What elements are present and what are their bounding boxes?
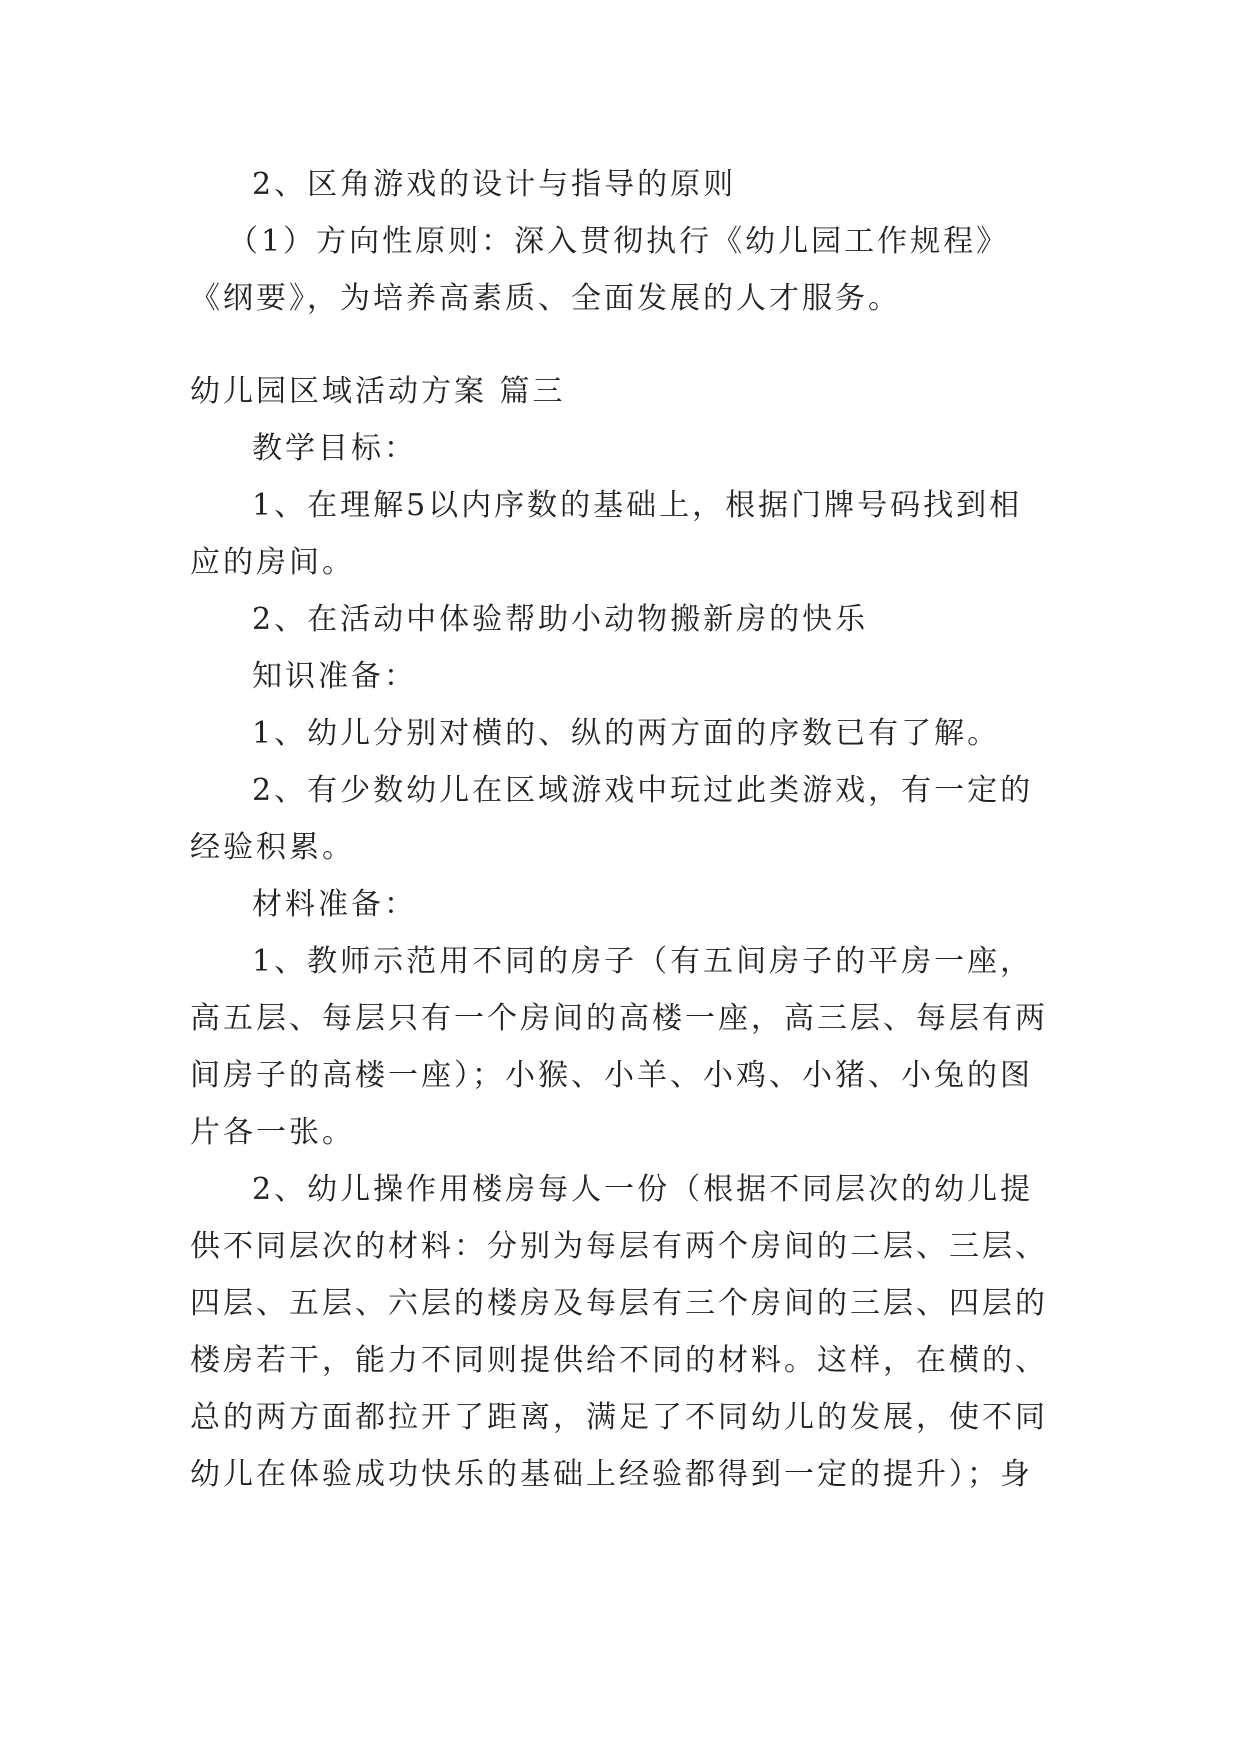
paragraph-line: 2、有少数幼儿在区域游戏中玩过此类游戏，有一定的 [252,773,1034,808]
paragraph-line: 片各一张。 [190,1115,355,1150]
paragraph-line: 应的房间。 [190,545,355,580]
section-heading-principles: 2、区角游戏的设计与指导的原则 [252,167,737,202]
paragraph-line: 楼房若干，能力不同则提供给不同的材料。这样，在横的、 [190,1343,1048,1378]
paragraph-line: （1）方向性原则：深入贯彻执行《幼儿园工作规程》 [228,224,1010,259]
paragraph-line: 高五层、每层只有一个房间的高楼一座，高三层、每层有两 [190,1001,1048,1036]
paragraph-line: 2、幼儿操作用楼房每人一份（根据不同层次的幼儿提 [252,1172,1034,1207]
paragraph-line: 1、在理解5以内序数的基础上，根据门牌号码找到相 [252,488,1023,523]
subheading-teaching-goals: 教学目标： [252,431,417,466]
paragraph-line: 间房子的高楼一座）；小猴、小羊、小鸡、小猪、小兔的图 [190,1058,1033,1093]
paragraph-line: 1、幼儿分别对横的、纵的两方面的序数已有了解。 [252,716,1001,751]
paragraph-line: 幼儿在体验成功快乐的基础上经验都得到一定的提升）；身 [190,1457,1033,1492]
paragraph-line: 2、在活动中体验帮助小动物搬新房的快乐 [252,602,869,637]
paragraph-line: 总的两方面都拉开了距离，满足了不同幼儿的发展，使不同 [190,1400,1048,1435]
paragraph-line: 四层、五层、六层的楼房及每层有三个房间的三层、四层的 [190,1286,1048,1321]
paragraph-line: 《纲要》，为培养高素质、全面发展的人才服务。 [190,281,901,316]
paragraph-line: 经验积累。 [190,830,355,865]
paragraph-line: 供不同层次的材料：分别为每层有两个房间的二层、三层、 [190,1229,1048,1264]
paragraph-line: 1、教师示范用不同的房子（有五间房子的平房一座， [252,944,1034,979]
article-title: 幼儿园区域活动方案 篇三 [190,374,566,409]
subheading-knowledge-prep: 知识准备： [252,659,417,694]
subheading-materials-prep: 材料准备： [252,887,417,922]
